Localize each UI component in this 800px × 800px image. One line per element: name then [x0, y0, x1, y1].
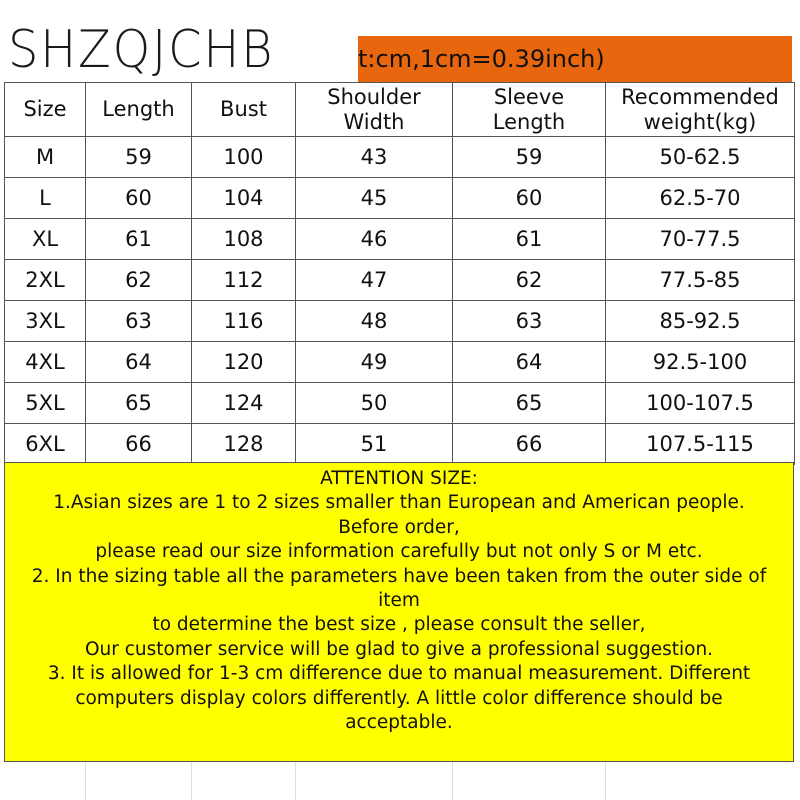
table-cell: 64 — [453, 342, 606, 383]
table-cell: 100-107.5 — [606, 383, 795, 424]
table-header-row — [5, 83, 795, 137]
brand-logo-text: SHZQJCHB — [8, 20, 275, 80]
table-row — [5, 301, 795, 342]
table-cell: M — [5, 137, 86, 178]
column-header — [453, 83, 606, 137]
brand-logo — [0, 18, 356, 80]
notes-line: acceptable. — [345, 712, 453, 734]
unit-banner-text: t:cm,1cm=0.39inch) — [358, 45, 605, 73]
table-cell: 64 — [86, 342, 192, 383]
table-row — [5, 424, 795, 465]
notes-line: ATTENTION SIZE: — [320, 468, 478, 489]
table-cell: 61 — [86, 219, 192, 260]
table-cell: 60 — [453, 178, 606, 219]
table-cell: 49 — [296, 342, 453, 383]
column-header — [192, 83, 296, 137]
table-row — [5, 260, 795, 301]
table-cell: 59 — [86, 137, 192, 178]
faint-grid-lines — [4, 762, 794, 800]
table-cell: 92.5-100 — [606, 342, 795, 383]
table-cell: 50 — [296, 383, 453, 424]
notes-line: 2. In the sizing table all the parameters have been taken from the outer side of — [31, 565, 767, 587]
table-cell: 66 — [453, 424, 606, 465]
column-header-line: Size — [23, 97, 67, 121]
column-header-line: Bust — [220, 97, 267, 121]
table-cell: 45 — [296, 178, 453, 219]
table-row — [5, 178, 795, 219]
table-body — [5, 137, 795, 465]
table-row — [5, 383, 795, 424]
table-cell: 70-77.5 — [606, 219, 795, 260]
table-cell: 63 — [453, 301, 606, 342]
column-header-line: Recommended — [621, 84, 779, 109]
table-cell: 6XL — [5, 424, 86, 465]
table-cell: 108 — [192, 219, 296, 260]
table-cell: 3XL — [5, 301, 86, 342]
table-cell: 46 — [296, 219, 453, 260]
column-header-line: Sleeve — [493, 84, 565, 109]
table-cell: 4XL — [5, 342, 86, 383]
table-cell: 50-62.5 — [606, 137, 795, 178]
table-cell: 66 — [86, 424, 192, 465]
table-cell: 62 — [86, 260, 192, 301]
column-header-line: weight(kg) — [643, 109, 757, 134]
notes-line: please read our size information carefully but not only S or M etc. — [95, 541, 703, 563]
table-cell: 107.5-115 — [606, 424, 795, 465]
column-header-line: Shoulder — [327, 84, 421, 109]
table-cell: 65 — [453, 383, 606, 424]
table-cell: L — [5, 178, 86, 219]
table-cell: 62 — [453, 260, 606, 301]
table-cell: 65 — [86, 383, 192, 424]
size-chart-table — [4, 82, 795, 465]
table-cell: 51 — [296, 424, 453, 465]
table-cell: 48 — [296, 301, 453, 342]
table-cell: 5XL — [5, 383, 86, 424]
column-header — [606, 83, 795, 137]
column-header — [5, 83, 86, 137]
table-cell: 60 — [86, 178, 192, 219]
table-row — [5, 342, 795, 383]
column-header-line: Length — [492, 109, 566, 134]
table-cell: 62.5-70 — [606, 178, 795, 219]
table-cell: XL — [5, 219, 86, 260]
column-header — [86, 83, 192, 137]
table-cell: 2XL — [5, 260, 86, 301]
table-cell: 124 — [192, 383, 296, 424]
table-cell: 77.5-85 — [606, 260, 795, 301]
notes-line: 3. It is allowed for 1-3 cm difference due to manual measurement. Different — [47, 663, 751, 685]
table-cell: 63 — [86, 301, 192, 342]
table-row — [5, 137, 795, 178]
table-cell: 104 — [192, 178, 296, 219]
notes-line: to determine the best size , please consult the seller, — [152, 614, 646, 636]
attention-notes — [4, 462, 794, 762]
column-header-line: Width — [343, 109, 405, 134]
notes-line: Our customer service will be glad to give a professional suggestion. — [84, 638, 714, 660]
table-cell: 128 — [192, 424, 296, 465]
table-cell: 116 — [192, 301, 296, 342]
table-cell: 59 — [453, 137, 606, 178]
table-cell: 47 — [296, 260, 453, 301]
notes-line: item — [378, 590, 420, 612]
table-row — [5, 219, 795, 260]
notes-line: Before order, — [338, 516, 460, 538]
table-cell: 120 — [192, 342, 296, 383]
column-header — [296, 83, 453, 137]
table-cell: 43 — [296, 137, 453, 178]
table-cell: 100 — [192, 137, 296, 178]
notes-line: 1.Asian sizes are 1 to 2 sizes smaller than European and American people. — [53, 492, 745, 514]
table-cell: 61 — [453, 219, 606, 260]
notes-line: computers display colors differently. A little color difference should be — [75, 687, 723, 709]
table-cell: 112 — [192, 260, 296, 301]
table-cell: 85-92.5 — [606, 301, 795, 342]
column-header-line: Length — [102, 97, 175, 121]
